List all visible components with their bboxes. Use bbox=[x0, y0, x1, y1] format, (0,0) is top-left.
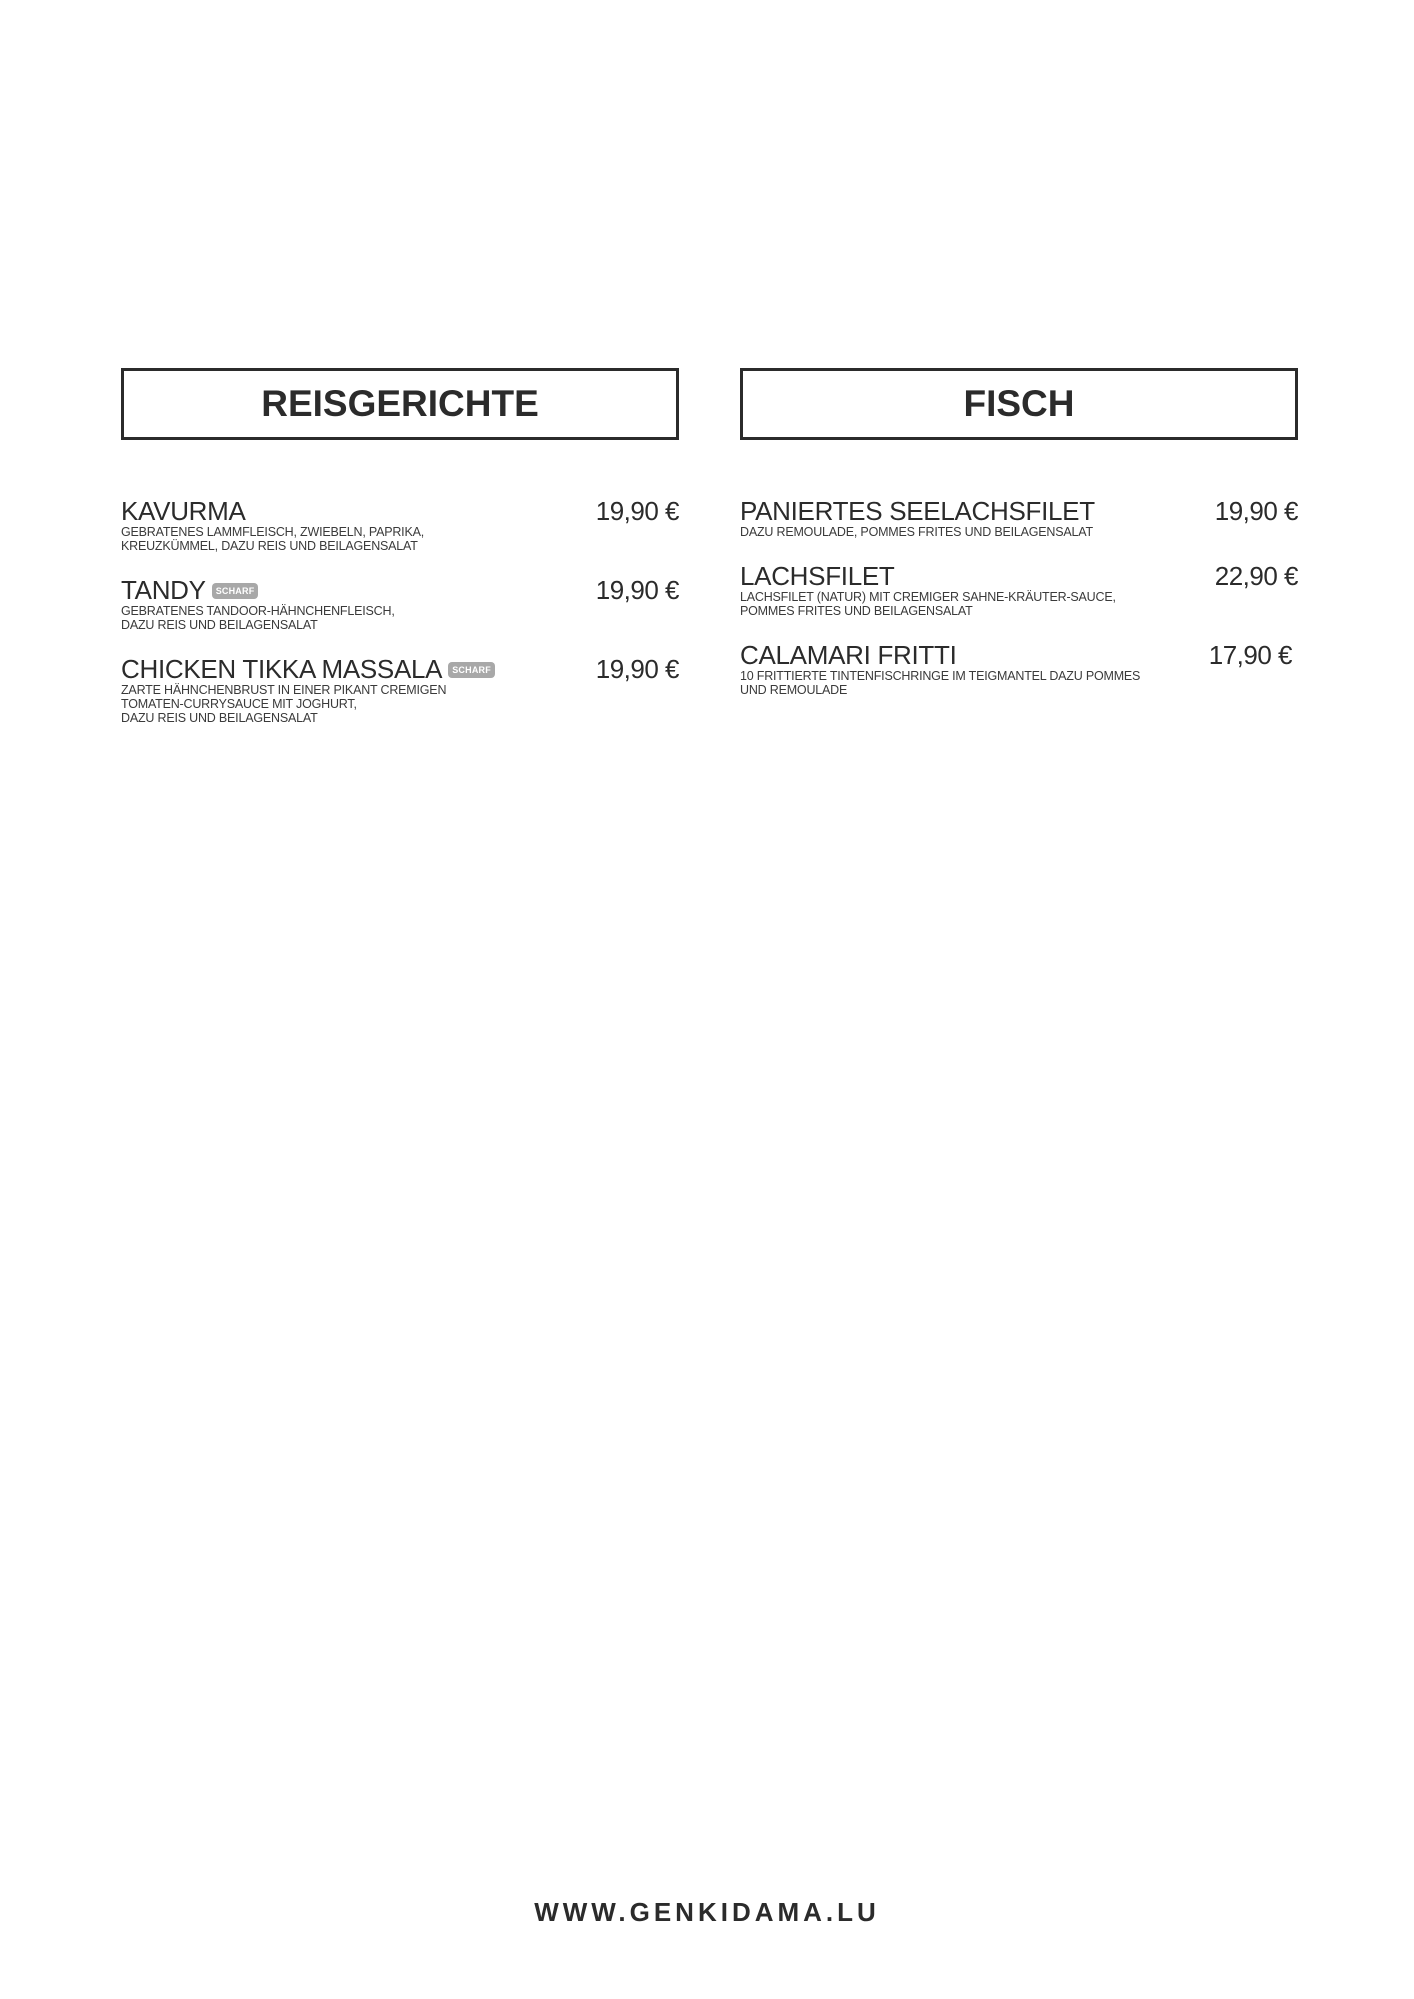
section-fisch bbox=[740, 368, 1298, 721]
item-description-line: 10 FRITTIERTE TINTENFISCHRINGE IM TEIGMANTEL DAZU POMMES bbox=[740, 669, 1141, 683]
menu-item bbox=[121, 498, 679, 553]
menu-items bbox=[740, 498, 1298, 697]
menu-item bbox=[740, 642, 1298, 697]
item-description-line: DAZU REIS UND BEILAGENSALAT bbox=[121, 711, 318, 725]
item-description-line: UND REMOULADE bbox=[740, 683, 848, 697]
item-price: 19,90 € bbox=[1214, 496, 1298, 526]
item-description bbox=[121, 525, 569, 553]
spicy-badge: SCHARF bbox=[448, 662, 495, 678]
item-price: 19,90 € bbox=[595, 575, 679, 605]
item-name: CHICKEN TIKKA MASSALA bbox=[121, 654, 443, 684]
spicy-badge: SCHARF bbox=[212, 583, 259, 599]
menu-item bbox=[121, 656, 679, 725]
menu-item bbox=[740, 498, 1298, 539]
menu-item bbox=[121, 577, 679, 632]
section-reisgerichte bbox=[121, 368, 679, 749]
item-price: 19,90 € bbox=[595, 654, 679, 684]
section-title: REISGERICHTE bbox=[121, 368, 679, 440]
website-footer: WWW.GENKIDAMA.LU bbox=[534, 1897, 880, 1927]
section-title: FISCH bbox=[740, 368, 1298, 440]
item-description-line: LACHSFILET (NATUR) MIT CREMIGER SAHNE-KRÄUTER-SAUCE, bbox=[740, 590, 1116, 604]
item-description-line: DAZU REIS UND BEILAGENSALAT bbox=[121, 618, 318, 632]
item-description-line: TOMATEN-CURRYSAUCE MIT JOGHURT, bbox=[121, 697, 357, 711]
item-price: 19,90 € bbox=[595, 496, 679, 526]
item-price: 22,90 € bbox=[1214, 561, 1298, 591]
item-price: 17,90 € bbox=[1208, 640, 1292, 670]
item-name: CALAMARI FRITTI bbox=[740, 640, 957, 670]
item-name: LACHSFILET bbox=[740, 561, 895, 591]
item-description-line: POMMES FRITES UND BEILAGENSALAT bbox=[740, 604, 973, 618]
item-name: KAVURMA bbox=[121, 496, 246, 526]
menu-items bbox=[121, 498, 679, 725]
item-description bbox=[740, 669, 1208, 697]
menu-item bbox=[740, 563, 1298, 618]
item-description bbox=[740, 590, 1188, 618]
item-description-line: GEBRATENES LAMMFLEISCH, ZWIEBELN, PAPRIKA, bbox=[121, 525, 425, 539]
item-description bbox=[121, 604, 569, 632]
item-description bbox=[740, 525, 1188, 539]
item-name: PANIERTES SEELACHSFILET bbox=[740, 496, 1095, 526]
item-description-line: GEBRATENES TANDOOR-HÄHNCHENFLEISCH, bbox=[121, 604, 395, 618]
item-description-line: ZARTE HÄHNCHENBRUST IN EINER PIKANT CREMIGEN bbox=[121, 683, 447, 697]
item-description-line: DAZU REMOULADE, POMMES FRITES UND BEILAGENSALAT bbox=[740, 525, 1093, 539]
item-name: TANDY bbox=[121, 575, 206, 605]
item-description-line: KREUZKÜMMEL, DAZU REIS UND BEILAGENSALAT bbox=[121, 539, 418, 553]
item-description bbox=[121, 683, 569, 725]
